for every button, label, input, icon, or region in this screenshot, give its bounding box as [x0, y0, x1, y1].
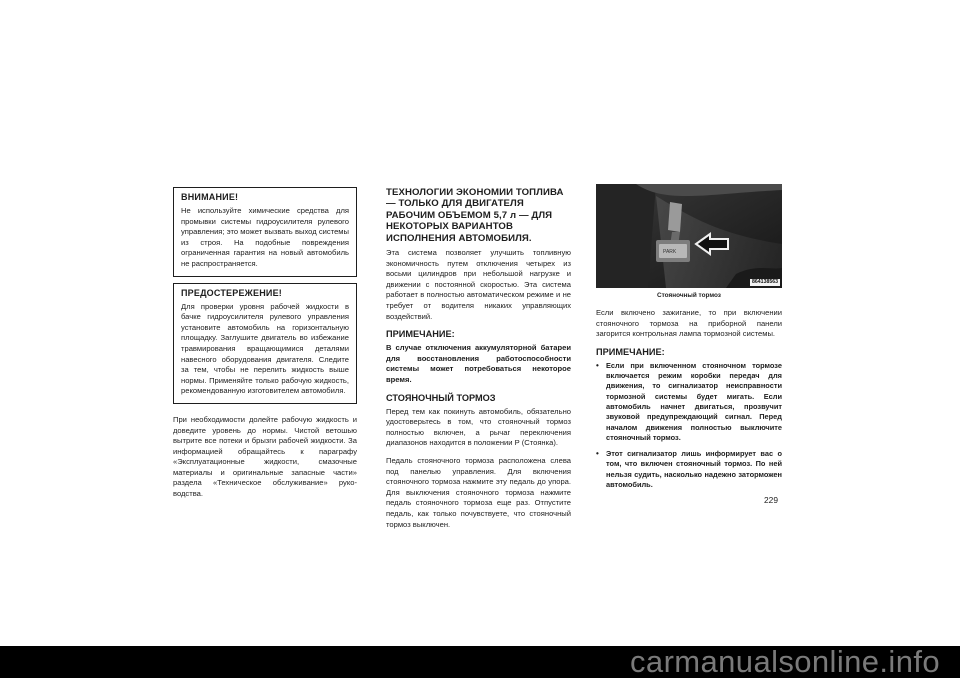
- bullet-icon: •: [596, 449, 599, 459]
- note-item-text: Если при включенном стояночном тормозе включается режим коробки передач для движения, то сигнализатор неисправности тормозной системы будет мигать. Если автомобиль начнет двигаться, прозвучит звуковой предупреждающий сигнал. Перед началом движения полностью выключите стояночный тормоз.: [606, 360, 782, 442]
- parking-brake-paragraph-2: Педаль стояночного тормоза расположена слева под панелью управления. Для включения стояночного тормоза нажмите эту педаль до упора. Для выключения стояночного тормоза нажмите педаль стояночного тормоза еще раз. Отпустите педаль, как только почувствуете, что стояночный тормоз выключен.: [386, 455, 571, 529]
- note-item: [596, 449, 782, 490]
- parking-brake-illustration: [596, 184, 782, 288]
- parking-brake-photo: [596, 184, 782, 288]
- watermark-text[interactable]: carmanualsonline.info: [630, 644, 940, 679]
- warning-title: ВНИМАНИЕ!: [181, 192, 239, 202]
- bullet-icon: •: [596, 360, 599, 370]
- parking-brake-paragraph-1: Перед тем как покинуть автомобиль, обязательно удостоверьтесь в том, что стояночный тормоз полностью включен, а рычаг переключения диапазонов находится в положении P (Стоянка).: [386, 406, 571, 448]
- caution-box: [173, 283, 357, 404]
- note-text: В случае отключения аккумуляторной батареи для восстановления работоспособности системы может потребоваться некоторое время.: [386, 343, 571, 384]
- left-column: [173, 187, 357, 507]
- note-heading-2: ПРИМЕЧАНИЕ:: [596, 346, 665, 357]
- photo-caption: Стояночный тормоз: [657, 292, 721, 299]
- right-column: [596, 187, 782, 496]
- page-number: 229: [764, 495, 778, 505]
- warning-text: Не используйте химические средства для промывки системы гидроусилителя рулевого управления; это может вызвать выход системы из строя. На подобные повреждения ограниченная гарантия на новый автомобиль не распространяется.: [181, 206, 349, 268]
- photo-code: 864138563: [752, 279, 778, 285]
- warning-box: [173, 187, 357, 277]
- fuel-tech-heading: ТЕХНОЛОГИИ ЭКОНОМИИ ТОПЛИВА — ТОЛЬКО ДЛЯ ДВИГАТЕЛЯ РАБОЧИМ ОБЪЕМОМ 5,7 л — ДЛЯ НЕКОТОРЫХ ВАРИАНТОВ ИСПОЛНЕНИЯ АВТОМОБИЛЯ.: [386, 187, 564, 244]
- caution-text: Для проверки уровня рабочей жидкости в бачке гидроусилителя рулевого управления установите автомобиль на горизонтальную площадку. Заглушите двигатель во избежание травмирования вращающимися деталями навесного оборудования двигателя. Следите за тем, чтобы не перелить жидкость выше нормы. Применяйте только рабочую жидкость, рекомендованную изготовителем автомобиля.: [181, 301, 349, 396]
- watermark-bar: [0, 646, 960, 678]
- note-heading: ПРИМЕЧАНИЕ:: [386, 329, 455, 340]
- fuel-tech-intro: Эта система позволяет улучшить топливную экономичность путем отключения четырех из восьми цилиндров при небольшой нагрузке и движении с постоянной скоростью. Эта система работает в полностью автоматическом режиме и не требует от водителя никаких управляющих воздействий.: [386, 248, 571, 321]
- note-list: [596, 361, 782, 491]
- brake-lamp-paragraph: Если включено зажигание, то при включении стояночного тормоза на приборной панели загорится контрольная лампа тормозной системы.: [596, 308, 782, 339]
- svg-text:PARK: PARK: [663, 249, 677, 255]
- refill-paragraph: При необходимости долейте рабочую жидкость и доведите уровень до нормы. Чистой ветошью вытрите все потеки и брызги рабочей жидкости. За информацией обращайтесь к параграфу «Эксплуатационные жидкости, смазочные материалы и оригинальные запасные части» раздела «Техническое обслуживание» руководства.: [173, 414, 357, 499]
- parking-brake-heading: СТОЯНОЧНЫЙ ТОРМОЗ: [386, 392, 496, 403]
- caution-title: ПРЕДОСТЕРЕЖЕНИЕ!: [181, 287, 282, 298]
- middle-column: [386, 187, 571, 537]
- note-item-text: Этот сигнализатор лишь информирует вас о том, что включен стояночный тормоз. По ней нельзя судить, насколько надежно заторможен автомобиль.: [606, 449, 782, 490]
- note-item: [596, 361, 782, 443]
